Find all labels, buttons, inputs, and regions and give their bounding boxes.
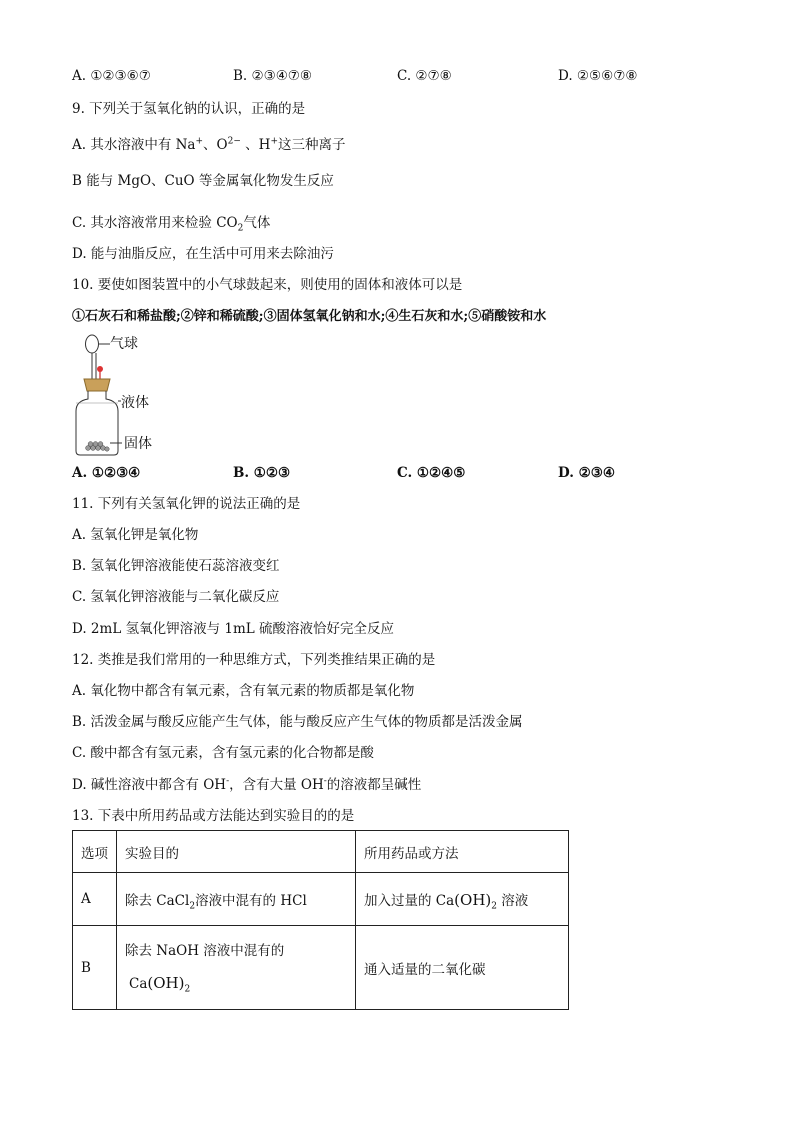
q12-d-charge-1: - bbox=[226, 776, 230, 787]
row-b-purpose-line-2 bbox=[125, 973, 347, 994]
q9-a-text: A. 其水溶液中有 Na bbox=[72, 137, 196, 153]
q11-option-a: A. 氢氧化钾是氧化物 bbox=[72, 527, 199, 543]
row-a-method-text-2: 溶液 bbox=[497, 893, 529, 909]
q8-option-b: B. ②③④⑦⑧ bbox=[233, 68, 313, 84]
q12-stem: 12. 类推是我们常用的一种思维方式，下列类推结果正确的是 bbox=[72, 652, 436, 668]
q11-option-c: C. 氢氧化钾溶液能与二氧化碳反应 bbox=[72, 589, 280, 605]
q12-d-text-2: ，含有大量 OH bbox=[229, 777, 324, 793]
q11-option-b: B. 氢氧化钾溶液能使石蕊溶液变红 bbox=[72, 558, 280, 574]
q9-option-d: D. 能与油脂反应，在生活中可用来去除油污 bbox=[72, 246, 334, 262]
q8-option-d: D. ②⑤⑥⑦⑧ bbox=[558, 68, 638, 84]
table-row bbox=[73, 873, 569, 926]
label-liquid: 液体 bbox=[121, 395, 149, 411]
q10-option-a: A. ①②③④ bbox=[72, 465, 141, 481]
row-b-method: 通入适量的二氧化碳 bbox=[356, 926, 569, 1010]
q12-d-text: D. 碱性溶液中都含有 OH bbox=[72, 777, 227, 793]
label-balloon: 气球 bbox=[110, 336, 138, 352]
row-a-method bbox=[356, 873, 569, 926]
q9-option-a bbox=[72, 136, 346, 154]
row-b-formula-a: Ca bbox=[129, 976, 148, 992]
header-option: 选项 bbox=[73, 831, 117, 873]
q9-a-text-4: 这三种离子 bbox=[278, 137, 346, 153]
q9-c-text: C. 其水溶液常用来检验 CO bbox=[72, 215, 238, 231]
q9-c-subscript: 2 bbox=[237, 223, 244, 234]
q9-a-charge-3: + bbox=[270, 136, 279, 147]
q13-stem: 13. 下表中所用药品或方法能达到实验目的的是 bbox=[72, 808, 355, 824]
q8-option-a: A. ①②③⑥⑦ bbox=[72, 68, 151, 84]
red-indicator bbox=[97, 366, 103, 372]
q12-d-charge-2: - bbox=[323, 776, 327, 787]
row-b-purpose-line-1: 除去 NaOH 溶液中混有的 bbox=[125, 943, 285, 959]
q10-option-b: B. ①②③ bbox=[233, 465, 291, 481]
balloon-shape bbox=[86, 335, 99, 353]
q9-a-charge-1: + bbox=[195, 136, 204, 147]
header-method: 所用药品或方法 bbox=[356, 831, 569, 873]
apparatus-diagram bbox=[72, 333, 172, 461]
row-a-method-text: 加入过量的 Ca bbox=[364, 893, 455, 909]
q9-a-text-2: 、O bbox=[203, 137, 228, 153]
q11-stem: 11. 下列有关氢氧化钾的说法正确的是 bbox=[72, 496, 301, 512]
q12-option-c: C. 酸中都含有氢元素，含有氢元素的化合物都是酸 bbox=[72, 745, 374, 761]
row-a-label: A bbox=[73, 873, 117, 926]
q11-option-d: D. 2mL 氢氧化钾溶液与 1mL 硫酸溶液恰好完全反应 bbox=[72, 621, 395, 637]
row-a-method-formula: (OH) bbox=[454, 891, 492, 909]
q9-option-b: B 能与 MgO、CuO 等金属氧化物发生反应 bbox=[72, 173, 334, 189]
header-purpose: 实验目的 bbox=[117, 831, 356, 873]
q9-option-c bbox=[72, 214, 270, 232]
q9-stem: 9. 下列关于氢氧化钠的认识，正确的是 bbox=[72, 101, 306, 117]
table-header-row bbox=[73, 831, 569, 873]
table-row bbox=[73, 926, 569, 1010]
q9-a-charge-2: 2− bbox=[227, 136, 241, 147]
row-b-formula-b: (OH) bbox=[147, 974, 185, 992]
q12-option-a: A. 氧化物中都含有氧元素，含有氧元素的物质都是氧化物 bbox=[72, 683, 415, 699]
row-a-purpose bbox=[117, 873, 356, 926]
row-a-method-sub: 2 bbox=[491, 901, 497, 912]
q12-option-b: B. 活泼金属与酸反应能产生气体，能与酸反应产生气体的物质都是活泼金属 bbox=[72, 714, 523, 730]
q10-option-d: D. ②③④ bbox=[558, 465, 615, 481]
row-b-formula-sub: 2 bbox=[184, 984, 191, 995]
q9-c-text-2: 气体 bbox=[243, 215, 271, 231]
row-a-purpose-text-2: 溶液中混有的 HCl bbox=[195, 893, 307, 909]
row-b-label: B bbox=[73, 926, 117, 1010]
q10-materials: ①石灰石和稀盐酸;②锌和稀硫酸;③固体氢氧化钠和水;④生石灰和水;⑤硝酸铵和水 bbox=[72, 309, 547, 324]
label-solid: 固体 bbox=[124, 436, 152, 452]
row-b-purpose bbox=[117, 926, 356, 1010]
solid-particles bbox=[86, 442, 110, 452]
q10-option-c: C. ①②④⑤ bbox=[397, 465, 466, 481]
q8-option-c: C. ②⑦⑧ bbox=[397, 68, 452, 84]
q10-stem: 10. 要使如图装置中的小气球鼓起来，则使用的固体和液体可以是 bbox=[72, 277, 463, 293]
q9-a-text-3: 、H bbox=[240, 137, 271, 153]
row-a-purpose-sub: 2 bbox=[189, 901, 196, 912]
stopper bbox=[84, 379, 110, 391]
q13-table bbox=[72, 830, 569, 1010]
q12-option-d bbox=[72, 776, 421, 794]
row-a-purpose-text: 除去 CaCl bbox=[125, 893, 190, 909]
q12-d-text-3: 的溶液都呈碱性 bbox=[326, 777, 422, 793]
